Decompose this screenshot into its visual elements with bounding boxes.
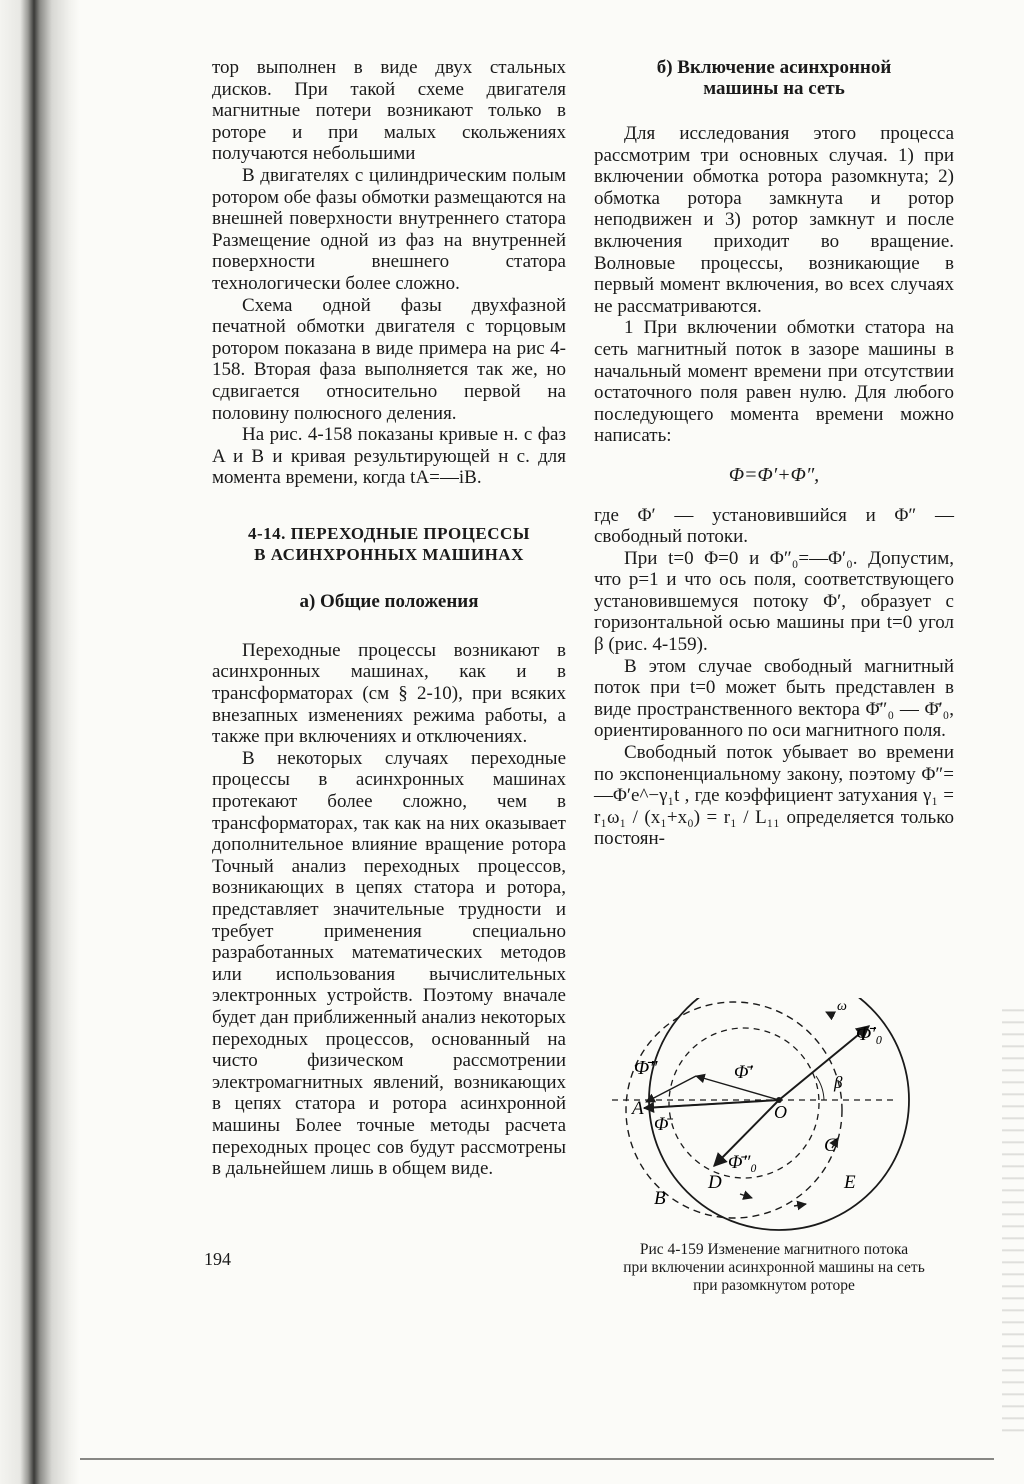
- page-number: 194: [204, 1249, 231, 1269]
- left-paragraph-1: тор выполнен в виде двух стальных дисков. При такой схеме двигателя магнитные потери возникают только в роторе и при малых скольжениях получаются небольшими: [212, 57, 566, 165]
- label-point-B: B: [654, 1188, 666, 1209]
- label-phi: Φ̄: [654, 1114, 669, 1135]
- flux-formula: Φ=Φ′+Φ″,: [728, 463, 820, 486]
- caption-line-2: при включении асинхронной машины на сеть: [623, 1259, 925, 1276]
- label-point-D: D: [708, 1172, 722, 1193]
- label-point-C: C: [824, 1135, 837, 1156]
- right-paragraph-3: где Φ′ — установившийся и Φ″ — свободный потоки.: [594, 504, 954, 548]
- section-heading-line-2: В АСИНХРОННЫХ МАШИНАХ: [254, 544, 524, 564]
- right-paragraph-1: Для исследования этого процесса рассмотрим три основных случая. 1) при включении обмотка ротора разомкнута; 2) обмотка ротора замкнута и ротор неподвижен и 3) ротор замкнут и после включения приходит во вращение. Волновые процессы, возникающие в первый момент включения, во всех случаях не рассматриваются.: [594, 123, 954, 317]
- page-edge-scan-artifact: [1002, 1000, 1024, 1440]
- label-phi-dprime: Φ̄″: [634, 1057, 658, 1079]
- left-paragraph-3: Схема одной фазы двухфазной печатной обмотки двигателя с торцовым ротором показана в виде примера на рис 4-158. Вторая фаза выполняется так же, но сдвигается относительно первой на половину полюсного деления.: [212, 294, 566, 424]
- label-phi-dprime-0: Φ̄″₀: [728, 1152, 757, 1173]
- right-paragraph-2: 1 При включении обмотки статора на сеть магнитный поток в зазоре машины в начальный момент времени при отсутствии остаточного поля равен нулю. Для любого последующего момента времени можно написать:: [594, 317, 954, 447]
- caption-line-1: Рис 4-159 Изменение магнитного потока: [639, 1241, 909, 1258]
- label-point-E: E: [844, 1172, 856, 1193]
- subheading-switching: [594, 57, 954, 99]
- subheading-switching-line-1: б) Включение асинхронной: [656, 57, 892, 78]
- subheading-switching-line-2: машины на сеть: [703, 78, 845, 99]
- dashed-trajectory-outer: [626, 1002, 842, 1218]
- phi-dprime-vector: [646, 1076, 696, 1102]
- label-phi-prime: Φ̄′: [734, 1062, 753, 1083]
- caption-line-3: при разомкнутом роторе: [693, 1277, 855, 1294]
- figure-4-159-flux-diagram: [594, 998, 954, 1236]
- section-heading-line-1: 4-14. ПЕРЕХОДНЫЕ ПРОЦЕССЫ: [248, 523, 530, 543]
- right-column: [594, 57, 954, 850]
- page-bottom-edge: [80, 1458, 994, 1460]
- left-column: [212, 57, 566, 1180]
- left-paragraph-4: На рис. 4-158 показаны кривые н. с фаз A и B и кривая результирующей н с. для момента времени, когда tA=—iB.: [212, 424, 566, 489]
- label-phi-prime-0: Φ̄′₀: [856, 1023, 883, 1045]
- subheading-general: а) Общие положения: [299, 590, 479, 612]
- label-point-A: A: [632, 1098, 644, 1119]
- right-paragraph-4: При t=0 Φ=0 и Φ″₀=—Φ′₀. Допустим, что p=1 и что ось поля, соответствующего установившемуся потоку Φ′, образует с горизонтальной осью машины при t=0 угол β (рис. 4-159).: [594, 547, 954, 656]
- right-paragraph-5: В этом случае свободный магнитный поток при t=0 может быть представлен в виде пространственного вектора Φ̄″₀ — Φ̄′₀, ориентированного по оси магнитного поля.: [594, 655, 954, 742]
- left-paragraph-5: Переходные процессы возникают в асинхронных машинах, как и в трансформаторах (см § 2-10), при всяких внезапных изменениях режима работы, а также при включениях и отключениях.: [212, 639, 566, 748]
- label-point-O: O: [774, 1102, 787, 1122]
- label-beta: β: [834, 1073, 843, 1092]
- book-binding-shadow: [0, 0, 80, 1484]
- figure-caption: [590, 1241, 958, 1295]
- right-paragraph-6: Свободный поток убывает во времени по экспоненциальному закону, поэтому Φ″=—Φ′e^−γ₁t , где коэффициент затухания γ₁ = r₁ω₁ / (x₁+x₀) = r₁ / L₁₁ определяется только постоян-: [594, 742, 954, 850]
- phi-resultant-vector: [644, 1100, 779, 1108]
- label-omega: ω: [837, 999, 847, 1014]
- left-paragraph-6: В некоторых случаях переходные процессы в асинхронных машинах протекают более сложно, чем в трансформаторах, так как на них оказывает дополнительное влияние вращение ротора Точный анализ переходных процессов, возникающих в цепях статора и ротора, представляет значительные трудности и требует применения специально разработанных математических методов или использования вычислительных электронных устройств. Поэтому вначале будет дан приближенный анализ некоторых переходных процессов, основанный на чисто физическом рассмотрении электромагнитных явлений, возникающих в цепях статора и ротора асинхронной машины Более точные методы расчета переходных процес сов будут рассмотрены в дальнейшем лишь в общем виде.: [212, 747, 566, 1180]
- section-heading-4-14: [212, 523, 566, 565]
- left-paragraph-2: В двигателях с цилиндрическим полым ротором обе фазы обмотки размещаются на внешней поверхности внутреннего статора Размещение одной из фаз на внутренней поверхности внешнего статора технологически более сложно.: [212, 164, 566, 294]
